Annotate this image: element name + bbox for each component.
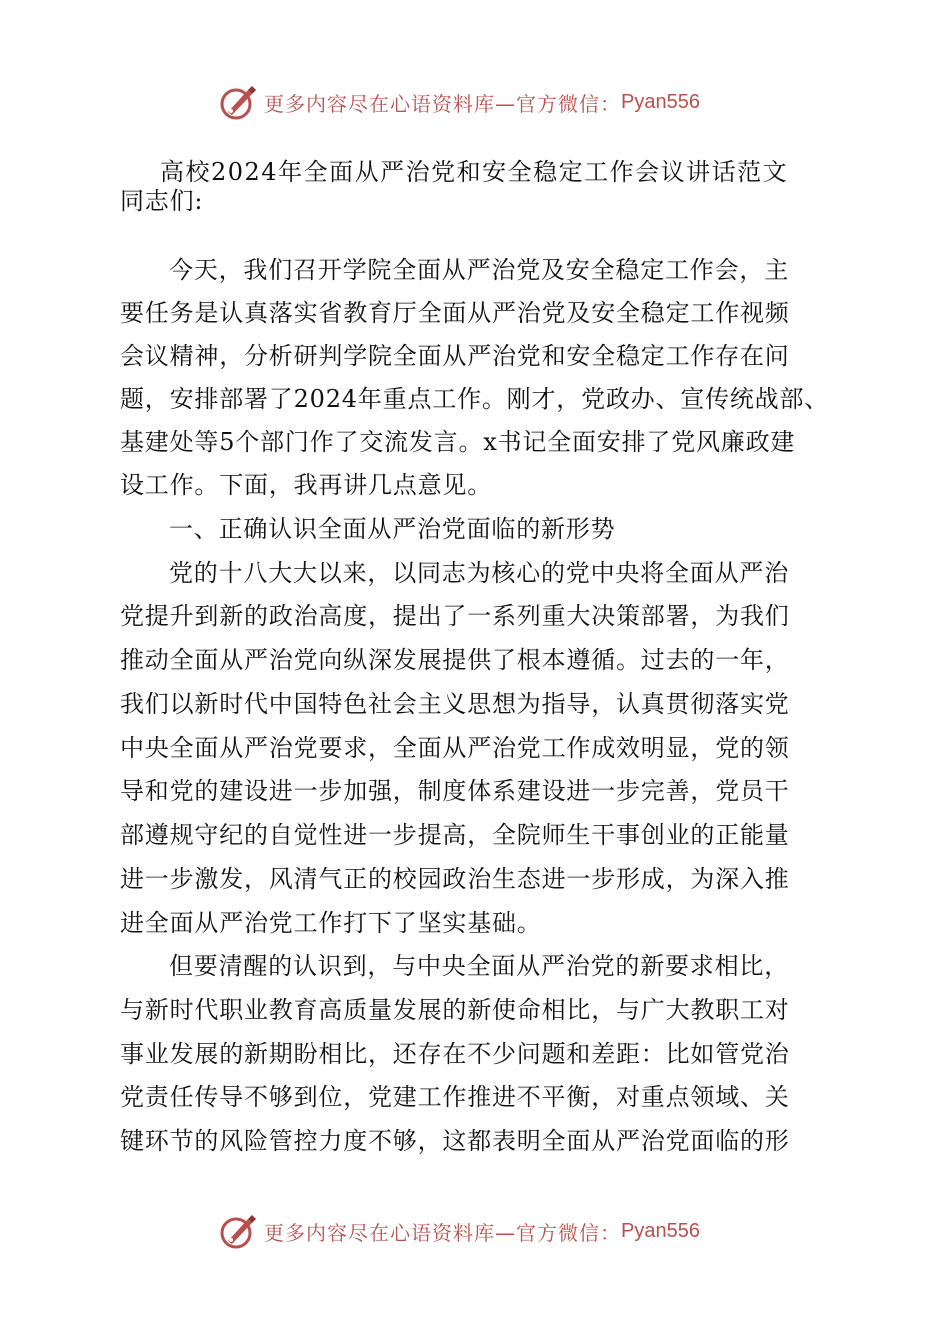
body-line: 党的十八大大以来，以同志为核心的党中央将全面从严治 [169, 559, 789, 587]
body-line: 键环节的风险管控力度不够，这都表明全面从严治党面临的形 [120, 1127, 790, 1155]
banner-wechat-id: Pyan556 [621, 90, 700, 113]
header-banner [218, 80, 700, 124]
body-line: 会议精神，分析研判学院全面从严治党和安全稳定工作存在问 [120, 342, 790, 370]
body-line: 我们以新时代中国特色社会主义思想为指导，认真贯彻落实党 [120, 690, 790, 718]
pen-logo-icon [218, 1211, 258, 1251]
body-line: 基建处等5个部门作了交流发言。x书记全面安排了党风廉政建 [120, 428, 796, 456]
body-line: 进全面从严治党工作打下了坚实基础。 [120, 909, 542, 937]
body-line: 要任务是认真落实省教育厅全面从严治党及安全稳定工作视频 [120, 299, 790, 327]
body-line: 进一步激发，风清气正的校园政治生态进一步形成，为深入推 [120, 865, 790, 893]
pen-logo-icon [218, 82, 258, 122]
body-line: 推动全面从严治党向纵深发展提供了根本遵循。过去的一年， [120, 646, 790, 674]
body-line: 中央全面从严治党要求，全面从严治党工作成效明显，党的领 [120, 734, 790, 762]
banner-wechat-id: Pyan556 [621, 1219, 700, 1242]
body-line: 导和党的建设进一步加强，制度体系建设进一步完善，党员干 [120, 777, 790, 805]
banner-text: 更多内容尽在心语资料库—官方微信： [264, 91, 621, 116]
section-heading: 一、正确认识全面从严治党面临的新形势 [169, 515, 616, 543]
body-line: 与新时代职业教育高质量发展的新使命相比，与广大教职工对 [120, 996, 790, 1024]
salutation: 同志们: [120, 187, 204, 215]
body-line: 设工作。下面，我再讲几点意见。 [120, 471, 492, 499]
body-line: 部遵规守纪的自觉性进一步提高，全院师生干事创业的正能量 [120, 821, 790, 849]
body-line: 题，安排部署了2024年重点工作。刚才，党政办、宣传统战部、 [120, 385, 830, 413]
body-line: 事业发展的新期盼相比，还存在不少问题和差距：比如管党治 [120, 1040, 790, 1068]
body-line: 党提升到新的政治高度，提出了一系列重大决策部署，为我们 [120, 602, 790, 630]
body-line: 今天，我们召开学院全面从严治党及安全稳定工作会，主 [169, 256, 789, 284]
banner-text: 更多内容尽在心语资料库—官方微信： [264, 1220, 621, 1245]
page-title: 高校2024年全面从严治党和安全稳定工作会议讲话范文 [160, 158, 789, 186]
footer-banner [218, 1209, 700, 1253]
body-line: 但要清醒的认识到，与中央全面从严治党的新要求相比， [169, 952, 789, 980]
body-line: 党责任传导不够到位，党建工作推进不平衡，对重点领域、关 [120, 1083, 790, 1111]
